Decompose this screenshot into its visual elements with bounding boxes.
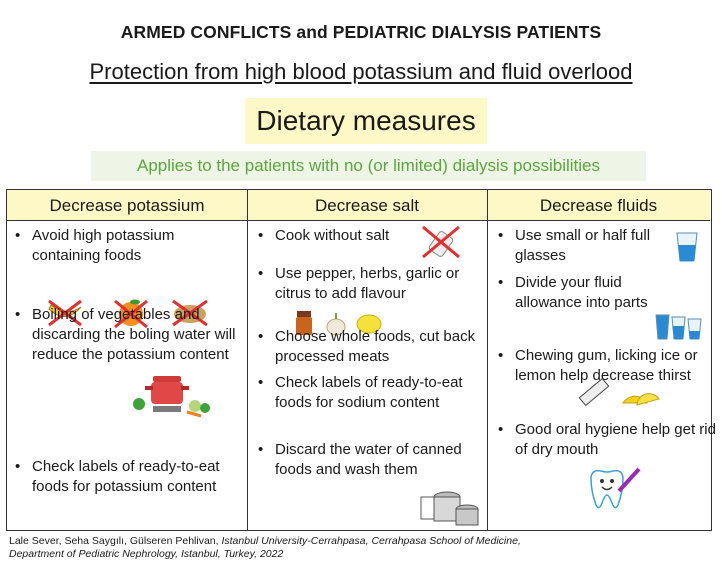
citation-line-1: Lale Sever, Seha Saygılı, Gülseren Pehlivan, Istanbul University-Cerrahpasa, Cerrahpasa School of Medicine, [9,535,521,547]
citation-line-2: Department of Pediatric Nephrology, Istanbul, Turkey, 2022 [9,548,284,560]
bullet: • [15,458,21,475]
section-title: Dietary measures [245,98,487,144]
column-salt [247,221,487,530]
bullet: • [498,421,504,438]
bullet: • [258,265,264,282]
list-item: • Discard the water of canned foods and wash them [258,441,462,478]
page-subtitle: Protection from high blood potassium and fluid overlood [89,59,633,84]
bullet: • [15,306,21,323]
column-fluids [487,221,716,530]
bullet: • [258,227,264,244]
column-header-potassium: Decrease potassium [7,190,247,221]
list-item: • Chewing gum, licking ice or lemon help decrease thirst [498,347,698,384]
bullet: • [258,328,264,345]
water-glasses-icon [655,311,703,341]
column-potassium [7,221,247,530]
lemon-slices-icon [619,381,661,409]
bullet: • [15,227,21,244]
list-item: • Cook without salt [258,227,390,244]
list-item: • Check labels of ready-to-eat foods for sodium content [258,374,463,411]
column-header-fluids: Decrease fluids [487,190,710,221]
page-title: ARMED CONFLICTS and PEDIATRIC DIALYSIS PATIENTS [120,22,602,42]
canned-food-icon [419,487,481,529]
list-item: • Check labels of ready-to-eat foods for potassium content [15,458,220,495]
list-item: • Use pepper, herbs, garlic or citrus to add flavour [258,265,460,302]
bullet: • [498,274,504,291]
list-item: • Avoid high potassium containing foods [15,227,175,264]
bullet: • [498,227,504,244]
chewing-gum-icon [573,377,613,409]
water-glass-icon [675,231,699,263]
list-item: • Use small or half full glasses [498,227,651,264]
tooth-toothbrush-icon [585,465,643,515]
list-item: • Good oral hygiene help get rid of dry mouth [498,421,716,458]
list-item: • Boiling of vegetables and discarding the boling water will reduce the potassium content [15,306,236,363]
cooking-pot-icon [131,368,215,418]
dietary-measures-table [6,189,716,531]
salt-shaker-crossed-icon [419,223,463,261]
applicability-note: Applies to the patients with no (or limited) dialysis possibilities [91,151,646,181]
list-item: • Divide your fluid allowance into parts [498,274,648,311]
bullet: • [258,374,264,391]
bullet: • [498,347,504,364]
column-header-salt: Decrease salt [247,190,487,221]
list-item: • Choose whole foods, cut back processed meats [258,328,476,365]
bullet: • [258,441,264,458]
